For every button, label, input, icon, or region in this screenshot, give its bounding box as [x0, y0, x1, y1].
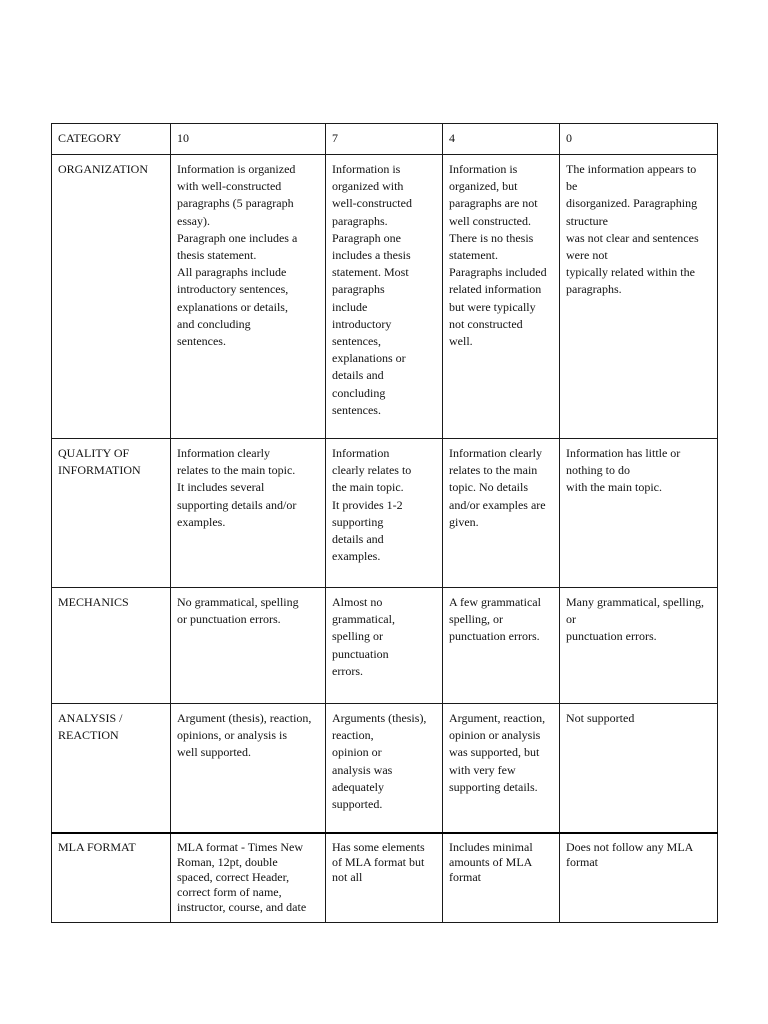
criteria-cell-10: MLA format - Times New Roman, 12pt, double spaced, correct Header, correct form of name, instructor, course, and date: [171, 833, 326, 923]
header-cell-score-7: 7: [326, 124, 443, 155]
category-cell: ORGANIZATION: [52, 155, 171, 439]
criteria-cell-0: Information has little or nothing to do with the main topic.: [560, 439, 718, 588]
header-cell-score-10: 10: [171, 124, 326, 155]
category-cell: MECHANICS: [52, 588, 171, 704]
table-row-mla-format: [52, 833, 718, 923]
category-cell: QUALITY OF INFORMATION: [52, 439, 171, 588]
criteria-cell-0: The information appears to be disorganized. Paragraphing structure was not clear and sentences were not typically related within the paragraphs.: [560, 155, 718, 439]
table-row-organization: [52, 155, 718, 439]
criteria-cell-7: Arguments (thesis), reaction, opinion or analysis was adequately supported.: [326, 704, 443, 834]
criteria-cell-7: Almost no grammatical, spelling or punctuation errors.: [326, 588, 443, 704]
header-cell-category: CATEGORY: [52, 124, 171, 155]
category-cell: MLA FORMAT: [52, 833, 171, 923]
rubric-table: [51, 123, 718, 923]
criteria-cell-10: Information clearly relates to the main topic. It includes several supporting details and/or examples.: [171, 439, 326, 588]
criteria-cell-4: Information is organized, but paragraphs are not well constructed. There is no thesis statement. Paragraphs included related information but were typically not constructed well.: [443, 155, 560, 439]
category-cell: ANALYSIS / REACTION: [52, 704, 171, 834]
criteria-cell-7: Information clearly relates to the main topic. It provides 1-2 supporting details and examples.: [326, 439, 443, 588]
criteria-cell-7: Information is organized with well-constructed paragraphs. Paragraph one includes a thesis statement. Most paragraphs include introductory sentences, explanations or details and concluding sentences.: [326, 155, 443, 439]
criteria-cell-4: Argument, reaction, opinion or analysis was supported, but with very few supporting details.: [443, 704, 560, 834]
criteria-cell-10: Information is organized with well-constructed paragraphs (5 paragraph essay). Paragraph one includes a thesis statement. All paragraphs include introductory sentences, explanations or details, and concluding sentences.: [171, 155, 326, 439]
table-row-quality-of-information: [52, 439, 718, 588]
criteria-cell-0: Not supported: [560, 704, 718, 834]
criteria-cell-4: Includes minimal amounts of MLA format: [443, 833, 560, 923]
criteria-cell-0: Many grammatical, spelling, or punctuation errors.: [560, 588, 718, 704]
criteria-cell-4: A few grammatical spelling, or punctuation errors.: [443, 588, 560, 704]
header-row: [52, 124, 718, 155]
criteria-cell-4: Information clearly relates to the main topic. No details and/or examples are given.: [443, 439, 560, 588]
criteria-cell-10: Argument (thesis), reaction, opinions, or analysis is well supported.: [171, 704, 326, 834]
header-cell-score-0: 0: [560, 124, 718, 155]
criteria-cell-10: No grammatical, spelling or punctuation errors.: [171, 588, 326, 704]
table-row-mechanics: [52, 588, 718, 704]
table-row-analysis-reaction: [52, 704, 718, 834]
header-cell-score-4: 4: [443, 124, 560, 155]
criteria-cell-7: Has some elements of MLA format but not all: [326, 833, 443, 923]
criteria-cell-0: Does not follow any MLA format: [560, 833, 718, 923]
